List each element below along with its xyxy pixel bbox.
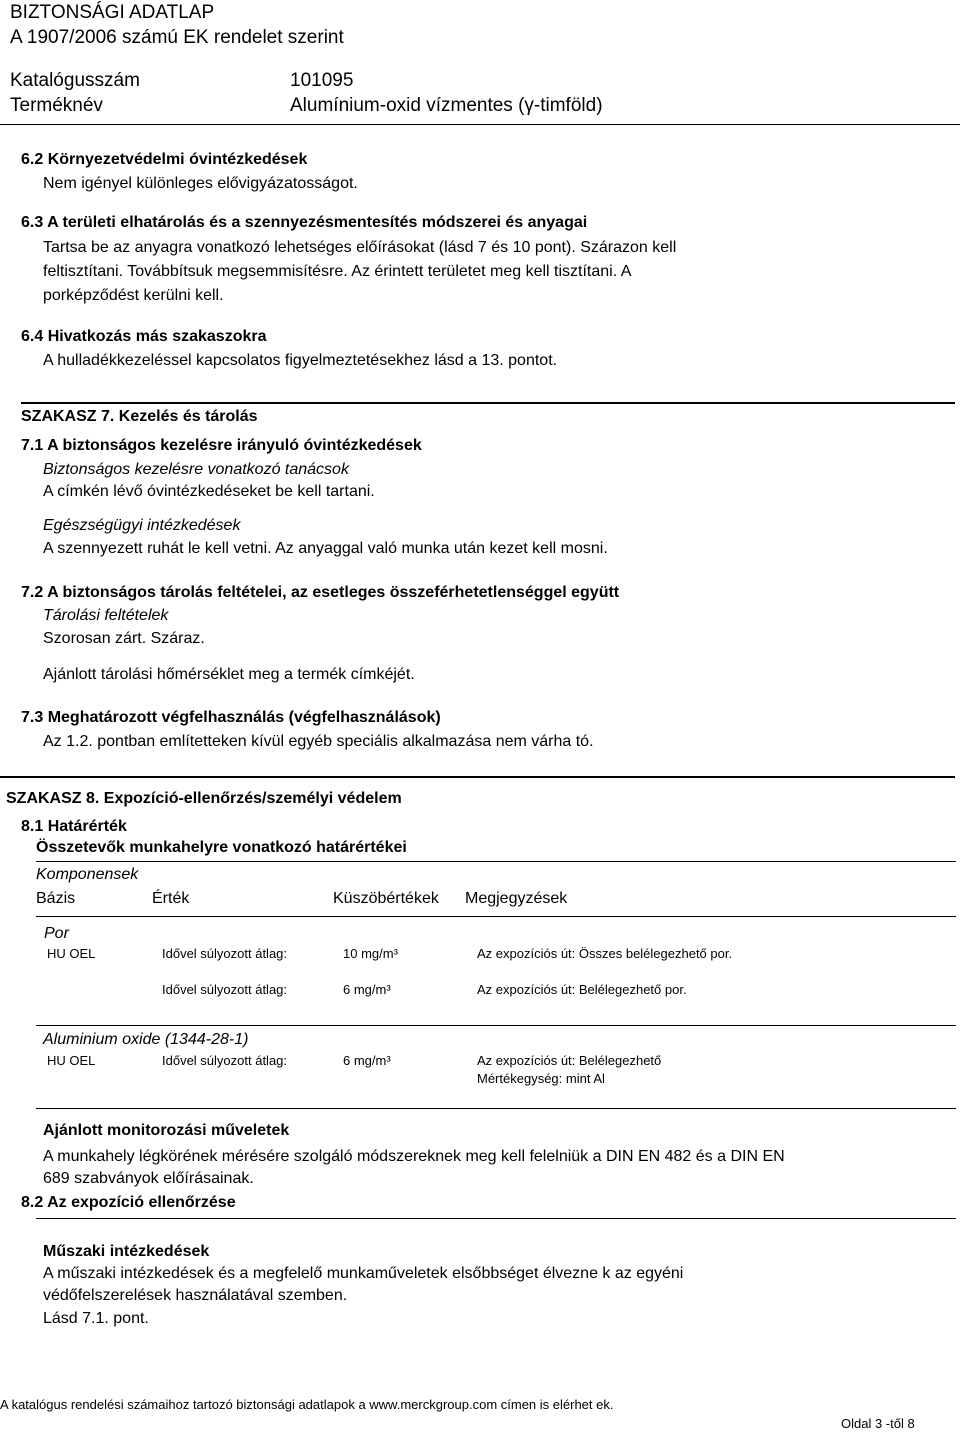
- row-note: Az expozíciós út: Belélegezhető por.: [477, 982, 687, 997]
- document-subtitle: A 1907/2006 számú EK rendelet szerint: [10, 27, 344, 48]
- section-6-3-line: Tartsa be az anyagra vonatkozó lehetséges előírásokat (lásd 7 és 10 pont). Szárazon kell: [43, 239, 677, 256]
- column-header-value: Érték: [152, 890, 190, 907]
- row-note: Az expozíciós út: Belélegezhető: [477, 1053, 662, 1068]
- section-7-2-text: Ajánlott tárolási hőmérséklet meg a termék címkéjét.: [43, 666, 415, 683]
- section-6-4-heading: 6.4 Hivatkozás más szakaszokra: [21, 328, 267, 345]
- section-7-3-text: Az 1.2. pontban említetteken kívül egyéb speciális alkalmazása nem várha tó.: [43, 733, 594, 750]
- row-value: 6 mg/m³: [343, 982, 391, 997]
- monitoring-heading: Ajánlott monitorozási műveletek: [43, 1122, 290, 1139]
- group-rule: [36, 916, 956, 917]
- components-label: Komponensek: [36, 866, 139, 883]
- column-header-basis: Bázis: [36, 890, 76, 907]
- monitoring-rule: [36, 1108, 956, 1109]
- limits-rule: [36, 861, 956, 862]
- section-7-2-subheading: Tárolási feltételek: [43, 607, 169, 624]
- section-7-2-heading: 7.2 A biztonságos tárolás feltételei, az esetleges összeférhetetlenséggel együtt: [21, 584, 620, 601]
- technical-line: védőfelszerelések használatával szemben.: [43, 1287, 348, 1304]
- monitoring-line: A munkahely légkörének mérésére szolgáló módszereknek meg kell felelniük a DIN EN 482 és a DIN EN: [43, 1148, 785, 1165]
- catalog-value: 101095: [290, 70, 354, 91]
- section-6-4-text: A hulladékkezeléssel kapcsolatos figyelmeztetésekhez lásd a 13. pontot.: [43, 352, 558, 369]
- row-type: Idővel súlyozott átlag:: [162, 982, 288, 997]
- technical-heading: Műszaki intézkedések: [43, 1243, 210, 1260]
- row-value: 10 mg/m³: [343, 946, 398, 961]
- monitoring-line: 689 szabványok előírásainak.: [43, 1170, 254, 1187]
- row-basis: HU OEL: [47, 946, 96, 961]
- section-6-3-heading: 6.3 A területi elhatárolás és a szennyezésmentesítés módszerei és anyagai: [21, 214, 588, 231]
- section-7-rule: [21, 402, 955, 404]
- document-title: BIZTONSÁGI ADATLAP: [10, 2, 215, 23]
- section-8-heading: SZAKASZ 8. Expozíció-ellenőrzés/személyi védelem: [6, 790, 402, 807]
- section-7-1-text: A szennyezett ruhát le kell vetni. Az anyaggal való munka után kezet kell mosni.: [43, 540, 608, 557]
- section-8-2-heading: 8.2 Az expozíció ellenőrzése: [21, 1194, 236, 1211]
- technical-line: A műszaki intézkedések és a megfelelő munkaműveletek elsőbbséget élvezne k az egyéni: [43, 1265, 684, 1282]
- row-value: 6 mg/m³: [343, 1053, 391, 1068]
- section-7-3-heading: 7.3 Meghatározott végfelhasználás (végfelhasználások): [21, 709, 441, 726]
- column-header-threshold: Küszöbértékek: [333, 890, 439, 907]
- section-7-1-subheading: Biztonságos kezelésre vonatkozó tanácsok: [43, 461, 349, 478]
- group-rule: [36, 1025, 956, 1026]
- section-6-3-line: feltisztítani. Továbbítsuk megsemmisítésre. Az érintett területet meg kell tisztítani. A: [43, 263, 632, 280]
- section-7-heading: SZAKASZ 7. Kezelés és tárolás: [21, 408, 258, 425]
- section-8-2-rule: [36, 1218, 956, 1219]
- section-6-3-line: porképződést kerülni kell.: [43, 287, 224, 304]
- row-type: Idővel súlyozott átlag:: [162, 1053, 288, 1068]
- row-basis: HU OEL: [47, 1053, 96, 1068]
- header-divider: [0, 124, 960, 125]
- component-name: Aluminium oxide (1344-28-1): [43, 1031, 249, 1048]
- row-note: Az expozíciós út: Összes belélegezhető por.: [477, 946, 733, 961]
- section-8-1-heading: 8.1 Határérték: [21, 818, 127, 835]
- row-type: Idővel súlyozott átlag:: [162, 946, 288, 961]
- section-7-1-text: A címkén lévő óvintézkedéseket be kell tartani.: [43, 483, 375, 500]
- product-label: Terméknév: [10, 95, 103, 116]
- section-6-2-heading: 6.2 Környezetvédelmi óvintézkedések: [21, 151, 308, 168]
- component-name: Por: [44, 925, 69, 942]
- section-8-1-subheading: Összetevők munkahelyre vonatkozó határértékei: [36, 839, 407, 856]
- section-7-1-subheading: Egészségügyi intézkedések: [43, 517, 241, 534]
- section-8-rule: [0, 776, 955, 778]
- row-note-extra: Mértékegység: mint Al: [477, 1071, 605, 1086]
- product-value: Alumínium-oxid vízmentes (γ-timföld): [290, 95, 603, 116]
- section-7-1-heading: 7.1 A biztonságos kezelésre irányuló óvintézkedések: [21, 437, 422, 454]
- catalog-label: Katalógusszám: [10, 70, 140, 91]
- page-number: Oldal 3 -től 8: [841, 1416, 915, 1431]
- footer-text: A katalógus rendelési számaihoz tartozó biztonsági adatlapok a www.merckgroup.com címen is elérhet ek.: [0, 1397, 614, 1412]
- technical-line: Lásd 7.1. pont.: [43, 1310, 149, 1327]
- section-6-2-text: Nem igényel különleges elővigyázatosságot.: [43, 175, 358, 192]
- section-7-2-text: Szorosan zárt. Száraz.: [43, 630, 205, 647]
- column-header-notes: Megjegyzések: [465, 890, 568, 907]
